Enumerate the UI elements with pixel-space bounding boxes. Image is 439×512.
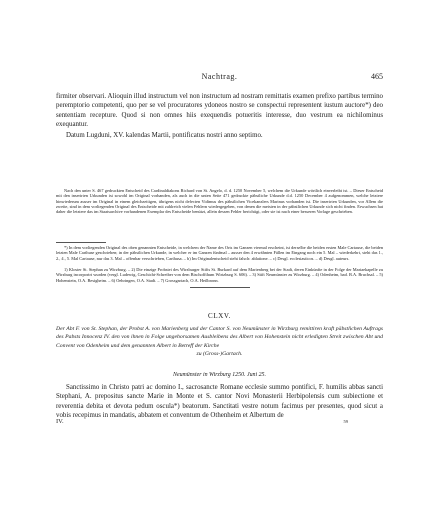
section-divider (190, 287, 250, 288)
document-number: CLXV. (208, 312, 231, 320)
document-summary (56, 325, 383, 358)
source-note (56, 188, 383, 214)
footnote-star (56, 245, 383, 261)
footnote-star-text: *) In dem vorliegenden Original des oben genannten Entscheide, in welchem der Name des Orts im Ganzen viermal erscheint, ist derselbe die beiden ersten Male Cartause, die beiden letzten Male Carthuse geschrieben; in der päbstlichen Urkunde, in welcher er im Ganzen fünfmal – ausser den 4 erwähnten Fällen im Eingang noch ein 5. Mal – wiederkehrt, steht das 1., 2., 4., 5. Mal Cartause, nur das 3. Mal – offenbar verschrieben, Carthusa. – b) Im Originalentscheid steht falsch: ablatione. – c) Desgl. ecclesiasticos. – d) Desgl. auteurs. (56, 245, 383, 261)
page-number: 465 (371, 72, 383, 81)
running-header (56, 72, 383, 84)
footnote-rule (56, 242, 106, 243)
date-line: Datum Lugduni, XV. kalendas Martii, pontificatus nostri anno septimo. (66, 132, 263, 140)
document-text (56, 383, 383, 420)
summary-text: Der Abt F. von St. Stephan, der Probst A. von Marienberg und der Cantor S. von Neumünster in Wirzburg remittiren kraft päbstlichen Auftrags des Pabsts Innocenz IV. den von ihnen in Folge ungehorsamen Ausbleibens des Albert von Hohenstein nicht erledigten Streit zwischen Abt und Convent von Odenheim und dem genannten Albert in Betreff der Kirche (56, 326, 383, 349)
signature-mark: IV. (56, 418, 64, 425)
document-text-paragraph: Sanctissimo in Christo patri ac domino I., sacrosancte Romane ecclesie summo pontifici, F. humilis abbas sancti Stephani, A. prepositus sancte Marie in Monte et S. cantor Novi Monasterii Herbipolensis cum subiectione et reverentia debita et devota pedum oscula*) beatorum. Sanctitati vestre notum facimus per presentes, quod sicut a vobis recepimus in mandatis, abbatem et conventum de Othenheim et Albertum de (56, 384, 383, 419)
running-title: Nachtrag. (201, 72, 238, 81)
main-text (56, 92, 383, 140)
footnote-numbered (56, 267, 383, 283)
footnote-numbered-text: 1) Kloster St. Stephan zu Wirzburg. – 2) Die einzige Probstei des Wirzburger Stifts St. Burkard auf dem Marienberg bei der Stadt, deren Einkünfte in der Folge der Mariaekapelle zu Wirzburg incorporirt wurden (vergl. Ludewig, Geschicht-Schreiber von dem Bischoffthum Wirtzburg S. 606). – 3) Stift Neumünster zu Wirzburg. – 4) Odenheim, bad. B.A. Bruchsal. – 5) Hohenstein, O.A. Besigheim. – 6) Oehringen, O.A. Stadt. – 7) Grossgartach, O.A. Heilbronn. (56, 267, 383, 283)
source-note-text: Nach den unter S. 467 gedruckten Entscheid des Cardinaldiakons Richard von St. Angelo, d. d. 1250 November 5, welchem die Urkunde wörtlich einverleibt ist. – Dieser Entscheid mit den inserirten Urkunden ist sowohl im Original vorhanden, als auch in die unten Seite 471 gedruckte päbstliche Urkunde d.d. 1250 December 4 aufgenommen, welche letztere hinwiederum ausser im Original in einem gleichzeitigen, übrigens nicht defecten Vidimus des päbstlichen Vicekanzlers Marinus vorhanden ist. Die inserirten Urkunden, vor Allem die zweite, sind in dem vorliegenden Original des Entscheide mit zahlreich vielen Fehlern wiedergegeben, von denen die meisten in der päbstlichen Urkunde sich nicht finden. Erwuchsen hat daher die letztere das im Staatsarchive vorhandenen Exemplar des Entscheide benützt, allein dessen Fehler berichtigt, oder sie ist nach einer besseren Vorlage geschrieben. (56, 188, 383, 214)
sheet-number: 59 (343, 419, 348, 424)
place-date: Neumünster in Wirzburg 1250. Juni 25. (173, 372, 266, 378)
main-paragraph: firmiter observari. Alioquin illud instructum vel non instructum ad nostram remittatis examen prefixo partibus termino peremptorio competenti, quo per se vel procuratores ydoneos nostro se conspectui representent iustum auctore*) deo sententiam recepture. Quod si non omnes hiis exequendis potueritis interesse, duo vestrum ea nichilominus exequantur. (56, 93, 383, 128)
summary-last-line: zu (Gross-)Gartach. (196, 350, 243, 357)
page-footer (56, 418, 383, 428)
